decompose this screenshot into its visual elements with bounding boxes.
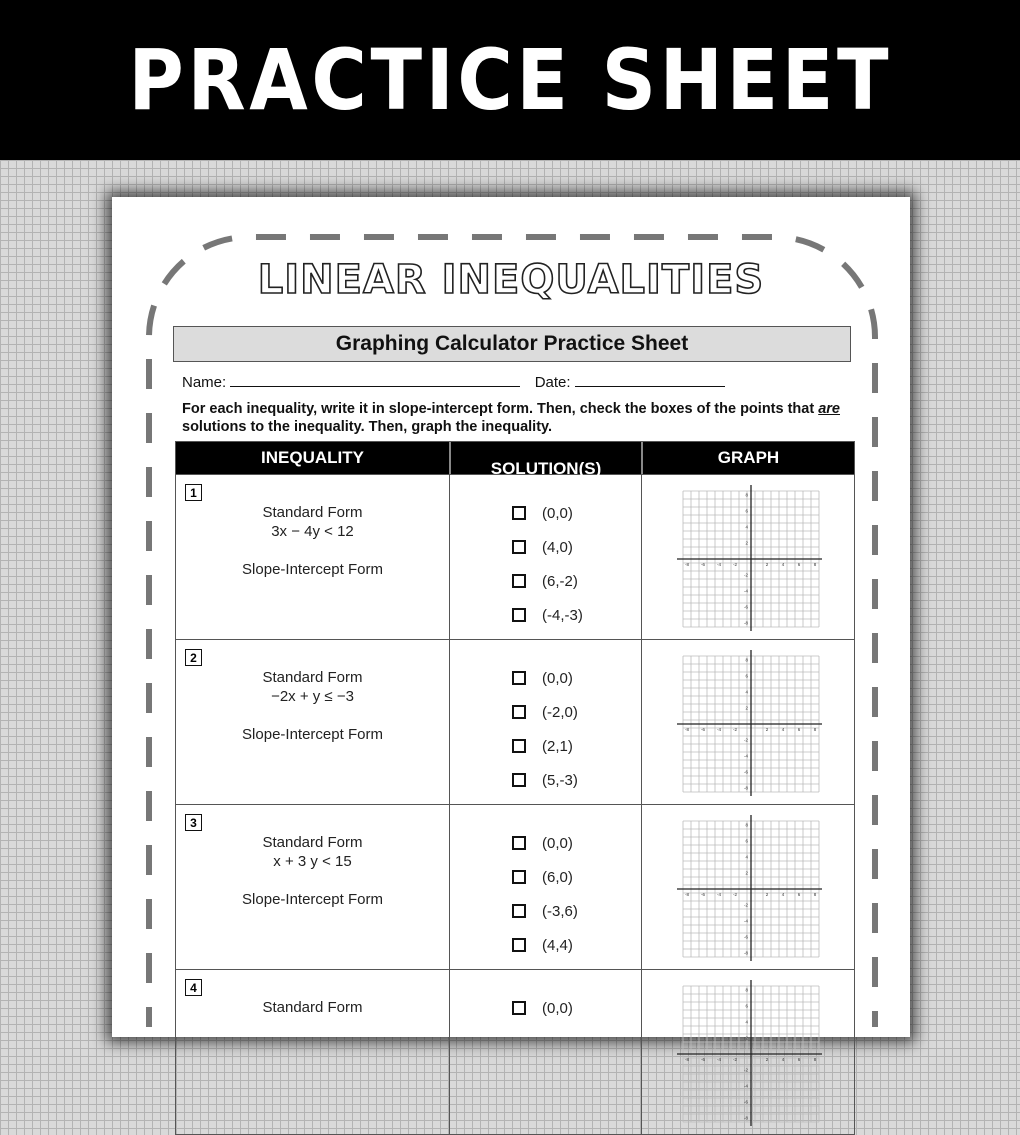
table-row: [176, 969, 854, 1134]
solution-option[interactable]: [450, 928, 641, 962]
graph-cell: [642, 805, 854, 969]
x-tick-label: -6: [700, 562, 706, 567]
y-tick-label: 8: [745, 987, 748, 993]
solution-option[interactable]: [450, 763, 641, 797]
problem-number: 1: [185, 484, 202, 501]
solution-option[interactable]: [450, 826, 641, 860]
header-graph: GRAPH: [717, 448, 780, 467]
x-tick-label: 8: [813, 562, 817, 567]
sheet-subtitle: [173, 326, 851, 362]
x-tick-label: 2: [765, 562, 769, 567]
y-tick-label: 6: [745, 1003, 748, 1009]
sheet-subtitle-text: Graphing Calculator Practice Sheet: [335, 332, 689, 355]
x-tick-label: 8: [813, 1057, 817, 1062]
y-tick-label: -2: [743, 737, 748, 743]
x-tick-label: 4: [781, 1057, 785, 1062]
x-tick-label: 8: [813, 892, 817, 897]
x-tick-label: -8: [684, 892, 690, 897]
point-label: (-2,0): [542, 703, 578, 721]
x-tick-label: 6: [797, 1057, 801, 1062]
standard-form-block: [176, 503, 449, 541]
table-header: [176, 442, 854, 478]
x-tick-label: 4: [781, 892, 785, 897]
coordinate-grid[interactable]: [677, 815, 822, 961]
x-tick-label: 2: [765, 892, 769, 897]
y-tick-label: -6: [743, 1099, 748, 1105]
x-tick-label: 4: [781, 562, 785, 567]
coordinate-grid[interactable]: [677, 650, 822, 796]
x-tick-label: -4: [716, 892, 722, 897]
checkbox[interactable]: [512, 705, 526, 719]
slope-intercept-label: Slope-Intercept Form: [242, 726, 383, 743]
solution-option[interactable]: [450, 598, 641, 632]
solution-option[interactable]: [450, 661, 641, 695]
x-tick-label: -8: [684, 1057, 690, 1062]
y-tick-label: 6: [745, 838, 748, 844]
instructions-emphasis: are: [818, 401, 840, 417]
y-tick-label: -4: [743, 753, 748, 759]
x-tick-label: 6: [797, 562, 801, 567]
y-tick-label: -4: [743, 588, 748, 594]
header-solutions: SOLUTION(S): [451, 442, 643, 474]
standard-form-block: [176, 998, 449, 1017]
worksheet: [112, 197, 910, 1121]
problem-number: 3: [185, 814, 202, 831]
solution-option[interactable]: [450, 496, 641, 530]
x-tick-label: -2: [732, 892, 738, 897]
problem-number: 4: [185, 979, 202, 996]
y-tick-label: 8: [745, 822, 748, 828]
instructions-text: For each inequality, write it in slope-intercept form. Then, check the boxes of the points that: [182, 401, 819, 417]
y-tick-label: -2: [743, 902, 748, 908]
solution-option[interactable]: [450, 729, 641, 763]
instructions: [182, 400, 862, 436]
y-tick-label: 8: [745, 492, 748, 498]
checkbox[interactable]: [512, 671, 526, 685]
table-row: [176, 639, 854, 804]
point-label: (2,1): [542, 737, 573, 755]
y-tick-label: 2: [745, 870, 748, 876]
name-date-line: [182, 372, 725, 391]
x-tick-label: 6: [797, 727, 801, 732]
point-label: (4,0): [542, 538, 573, 556]
y-tick-label: -6: [743, 934, 748, 940]
slope-intercept-label: Slope-Intercept Form: [242, 891, 383, 908]
x-tick-label: -2: [732, 727, 738, 732]
inequality-equation: 3x − 4y < 12: [271, 523, 354, 540]
checkbox[interactable]: [512, 739, 526, 753]
x-tick-label: -6: [700, 892, 706, 897]
solutions-cell: [450, 475, 642, 639]
y-tick-label: 4: [745, 689, 748, 695]
banner-title: PRACTICE SHEET: [128, 31, 892, 129]
inequality-cell: [176, 475, 450, 639]
y-tick-label: 4: [745, 854, 748, 860]
solution-option[interactable]: [450, 530, 641, 564]
checkbox[interactable]: [512, 773, 526, 787]
solutions-cell: [450, 970, 642, 1134]
inequality-cell: [176, 970, 450, 1134]
checkbox[interactable]: [512, 506, 526, 520]
inequality-equation: x + 3 y < 15: [273, 853, 352, 870]
solutions-cell: [450, 805, 642, 969]
solution-option[interactable]: [450, 894, 641, 928]
x-tick-label: -4: [716, 562, 722, 567]
point-label: (0,0): [542, 834, 573, 852]
y-tick-label: -2: [743, 1067, 748, 1073]
y-tick-label: 2: [745, 1035, 748, 1041]
point-label: (5,-3): [542, 771, 578, 789]
y-tick-label: 4: [745, 524, 748, 530]
y-tick-label: 8: [745, 657, 748, 663]
point-label: (-4,-3): [542, 606, 583, 624]
graph-cell: [642, 970, 854, 1134]
checkbox[interactable]: [512, 1001, 526, 1015]
y-tick-label: -8: [743, 785, 748, 791]
point-label: (-3,6): [542, 902, 578, 920]
slope-intercept-label: Slope-Intercept Form: [242, 561, 383, 578]
graph-cell: [642, 475, 854, 639]
solution-option[interactable]: [450, 695, 641, 729]
x-tick-label: -2: [732, 562, 738, 567]
point-label: (6,0): [542, 868, 573, 886]
problem-number: 2: [185, 649, 202, 666]
banner: [0, 0, 1020, 160]
header-inequality: INEQUALITY: [176, 442, 451, 474]
y-tick-label: -2: [743, 572, 748, 578]
standard-form-label: Standard Form: [262, 834, 363, 851]
standard-form-label: Standard Form: [262, 999, 363, 1016]
name-label: Name:: [182, 374, 227, 391]
table-row: [176, 474, 854, 639]
checkbox[interactable]: [512, 836, 526, 850]
solution-option[interactable]: [450, 564, 641, 598]
y-tick-label: -8: [743, 620, 748, 626]
name-field[interactable]: [230, 372, 520, 387]
y-tick-label: 6: [745, 508, 748, 514]
y-tick-label: -6: [743, 769, 748, 775]
y-tick-label: -8: [743, 950, 748, 956]
problem-table: [175, 441, 855, 1135]
graph-cell: [642, 640, 854, 804]
x-tick-label: 2: [765, 1057, 769, 1062]
y-tick-label: -4: [743, 1083, 748, 1089]
point-label: (4,4): [542, 936, 573, 954]
checkbox[interactable]: [512, 540, 526, 554]
point-label: (0,0): [542, 669, 573, 687]
x-tick-label: -8: [684, 727, 690, 732]
x-tick-label: 6: [797, 892, 801, 897]
x-tick-label: -2: [732, 1057, 738, 1062]
checkbox[interactable]: [512, 608, 526, 622]
checkbox[interactable]: [512, 574, 526, 588]
checkbox[interactable]: [512, 904, 526, 918]
coordinate-grid[interactable]: [677, 485, 822, 631]
x-tick-label: 2: [765, 727, 769, 732]
y-tick-label: 6: [745, 673, 748, 679]
y-tick-label: 2: [745, 540, 748, 546]
standard-form-block: [176, 833, 449, 871]
date-field[interactable]: [575, 372, 725, 387]
standard-form-block: [176, 668, 449, 706]
solution-option[interactable]: [450, 860, 641, 894]
point-label: (0,0): [542, 999, 573, 1017]
inequality-cell: [176, 640, 450, 804]
instructions-text-end: solutions to the inequality. Then, graph the inequality.: [182, 419, 553, 435]
standard-form-label: Standard Form: [262, 504, 363, 521]
y-tick-label: -4: [743, 918, 748, 924]
inequality-equation: −2x + y ≤ −3: [271, 688, 354, 705]
point-label: (0,0): [542, 504, 573, 522]
solutions-cell: [450, 640, 642, 804]
date-label: Date:: [534, 374, 571, 391]
sheet-title: LINEAR INEQUALITIES: [257, 257, 765, 303]
x-tick-label: -6: [700, 727, 706, 732]
x-tick-label: -4: [716, 1057, 722, 1062]
checkbox[interactable]: [512, 870, 526, 884]
x-tick-label: -8: [684, 562, 690, 567]
x-tick-label: 8: [813, 727, 817, 732]
y-tick-label: -8: [743, 1115, 748, 1121]
coordinate-grid[interactable]: [677, 980, 822, 1126]
standard-form-label: Standard Form: [262, 669, 363, 686]
checkbox[interactable]: [512, 938, 526, 952]
y-tick-label: 4: [745, 1019, 748, 1025]
y-tick-label: -6: [743, 604, 748, 610]
table-row: [176, 804, 854, 969]
point-label: (6,-2): [542, 572, 578, 590]
x-tick-label: 4: [781, 727, 785, 732]
x-tick-label: -4: [716, 727, 722, 732]
inequality-cell: [176, 805, 450, 969]
x-tick-label: -6: [700, 1057, 706, 1062]
y-tick-label: 2: [745, 705, 748, 711]
